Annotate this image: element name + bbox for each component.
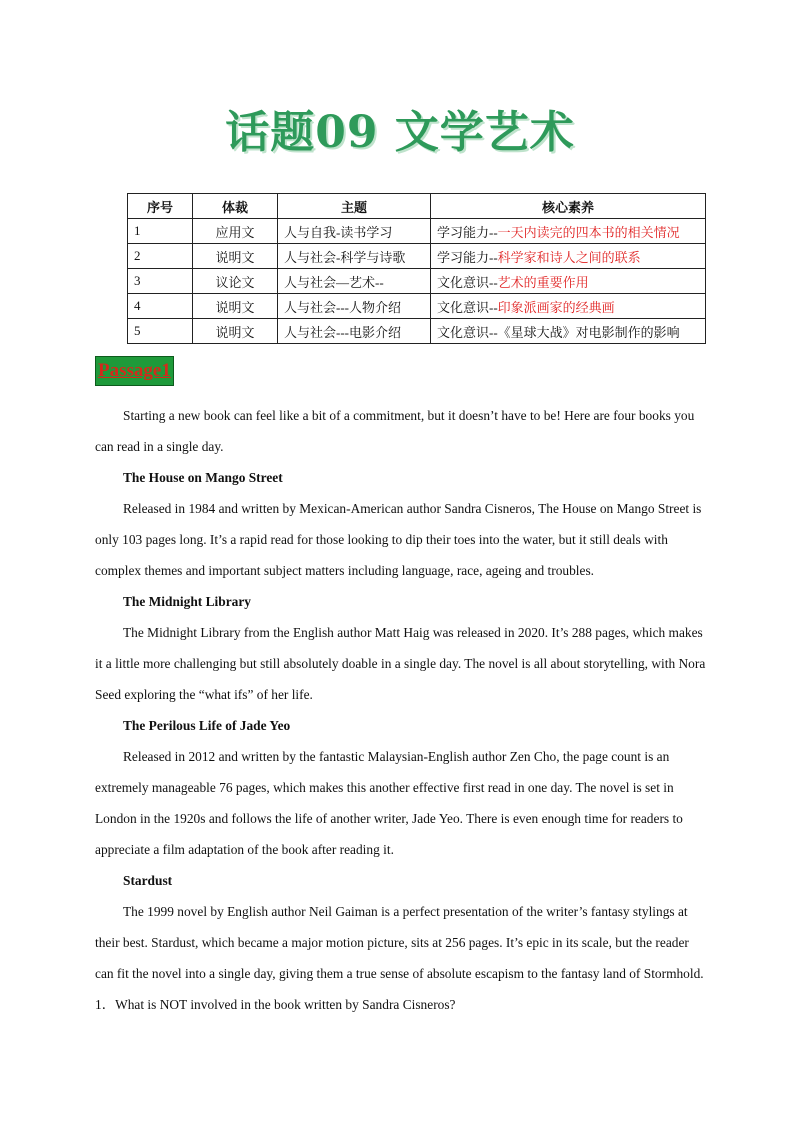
passage-label: Passage1 xyxy=(95,356,174,386)
row-genre: 说明文 xyxy=(193,244,278,269)
header-theme: 主题 xyxy=(278,194,431,219)
book-title: The Perilous Life of Jade Yeo xyxy=(123,718,291,733)
table-row xyxy=(128,319,706,344)
row-core xyxy=(431,244,706,269)
row-theme: 人与社会---人物介绍 xyxy=(278,294,431,319)
core-highlight: 印象派画家的经典画 xyxy=(497,299,615,315)
topic-table xyxy=(127,193,706,344)
table-row xyxy=(128,269,706,294)
header-core: 核心素养 xyxy=(431,194,706,219)
book-title: The House on Mango Street xyxy=(123,470,283,485)
page-title: 话题09 文学艺术 xyxy=(225,107,575,158)
row-core xyxy=(431,294,706,319)
table-row xyxy=(128,244,706,269)
row-no: 3 xyxy=(128,269,193,294)
row-genre: 应用文 xyxy=(193,219,278,244)
question-1: 1．What is NOT involved in the book written by Sandra Cisneros? xyxy=(95,997,456,1012)
row-no: 5 xyxy=(128,319,193,344)
book-paragraph: The 1999 novel by English author Neil Gaiman is a perfect presentation of the writer’s fantasy stylings at their best. Stardust, which became a major motion picture, sits at 256 pages. It’s epic in its scale, but the reader can fit the novel into a single day, giving them a true sense of absolute escapism to the fantasy land of Stormhold. xyxy=(95,904,704,981)
core-prefix: 文化意识-- xyxy=(437,299,498,315)
book-paragraph: The Midnight Library from the English author Matt Haig was released in 2020. It’s 288 pages, which makes it a little more challenging but still absolutely doable in a single day. The novel is all about storytelling, with Nora Seed exploring the “what ifs” of her life. xyxy=(95,625,706,702)
table-header-row xyxy=(128,194,706,219)
book-title: The Midnight Library xyxy=(123,594,251,609)
book-paragraph: Released in 2012 and written by the fantastic Malaysian-English author Zen Cho, the page count is an extremely manageable 76 pages, which makes this another effective first read in one day. The novel is set in London in the 1920s and follows the life of another writer, Jade Yeo. There is even enough time for readers to appreciate a film adaptation of the book after reading it. xyxy=(95,749,683,857)
row-no: 2 xyxy=(128,244,193,269)
book-title: Stardust xyxy=(123,873,173,888)
row-theme: 人与社会—艺术-- xyxy=(278,269,431,294)
core-highlight: 科学家和诗人之间的联系 xyxy=(497,249,641,265)
row-theme: 人与自我-读书学习 xyxy=(278,219,431,244)
core-prefix: 学习能力-- xyxy=(437,249,498,265)
header-genre: 体裁 xyxy=(193,194,278,219)
core-prefix: 学习能力-- xyxy=(437,224,498,240)
row-no: 4 xyxy=(128,294,193,319)
core-prefix: 文化意识-- xyxy=(437,274,498,290)
row-genre: 说明文 xyxy=(193,294,278,319)
core-prefix: 文化意识--《星球大战》对电影制作的影响 xyxy=(437,324,680,340)
row-theme: 人与社会-科学与诗歌 xyxy=(278,244,431,269)
row-core xyxy=(431,219,706,244)
book-paragraph: Released in 1984 and written by Mexican-American author Sandra Cisneros, The House on Mango Street is only 103 pages long. It’s a rapid read for those looking to dip their toes into the water, but it still deals with complex themes and important subject matters including language, race, ageing and troubles. xyxy=(95,501,702,578)
row-genre: 说明文 xyxy=(193,319,278,344)
core-highlight: 一天内读完的四本书的相关情况 xyxy=(497,224,680,240)
intro-paragraph: Starting a new book can feel like a bit of a commitment, but it doesn’t have to be! Here are four books you can read in a single day. xyxy=(95,408,695,454)
row-core xyxy=(431,319,706,344)
header-no: 序号 xyxy=(128,194,193,219)
table-row xyxy=(128,294,706,319)
table-row xyxy=(128,219,706,244)
core-highlight: 艺术的重要作用 xyxy=(497,274,589,290)
passage-body xyxy=(95,400,707,1020)
row-genre: 议论文 xyxy=(193,269,278,294)
row-no: 1 xyxy=(128,219,193,244)
row-theme: 人与社会---电影介绍 xyxy=(278,319,431,344)
row-core xyxy=(431,269,706,294)
